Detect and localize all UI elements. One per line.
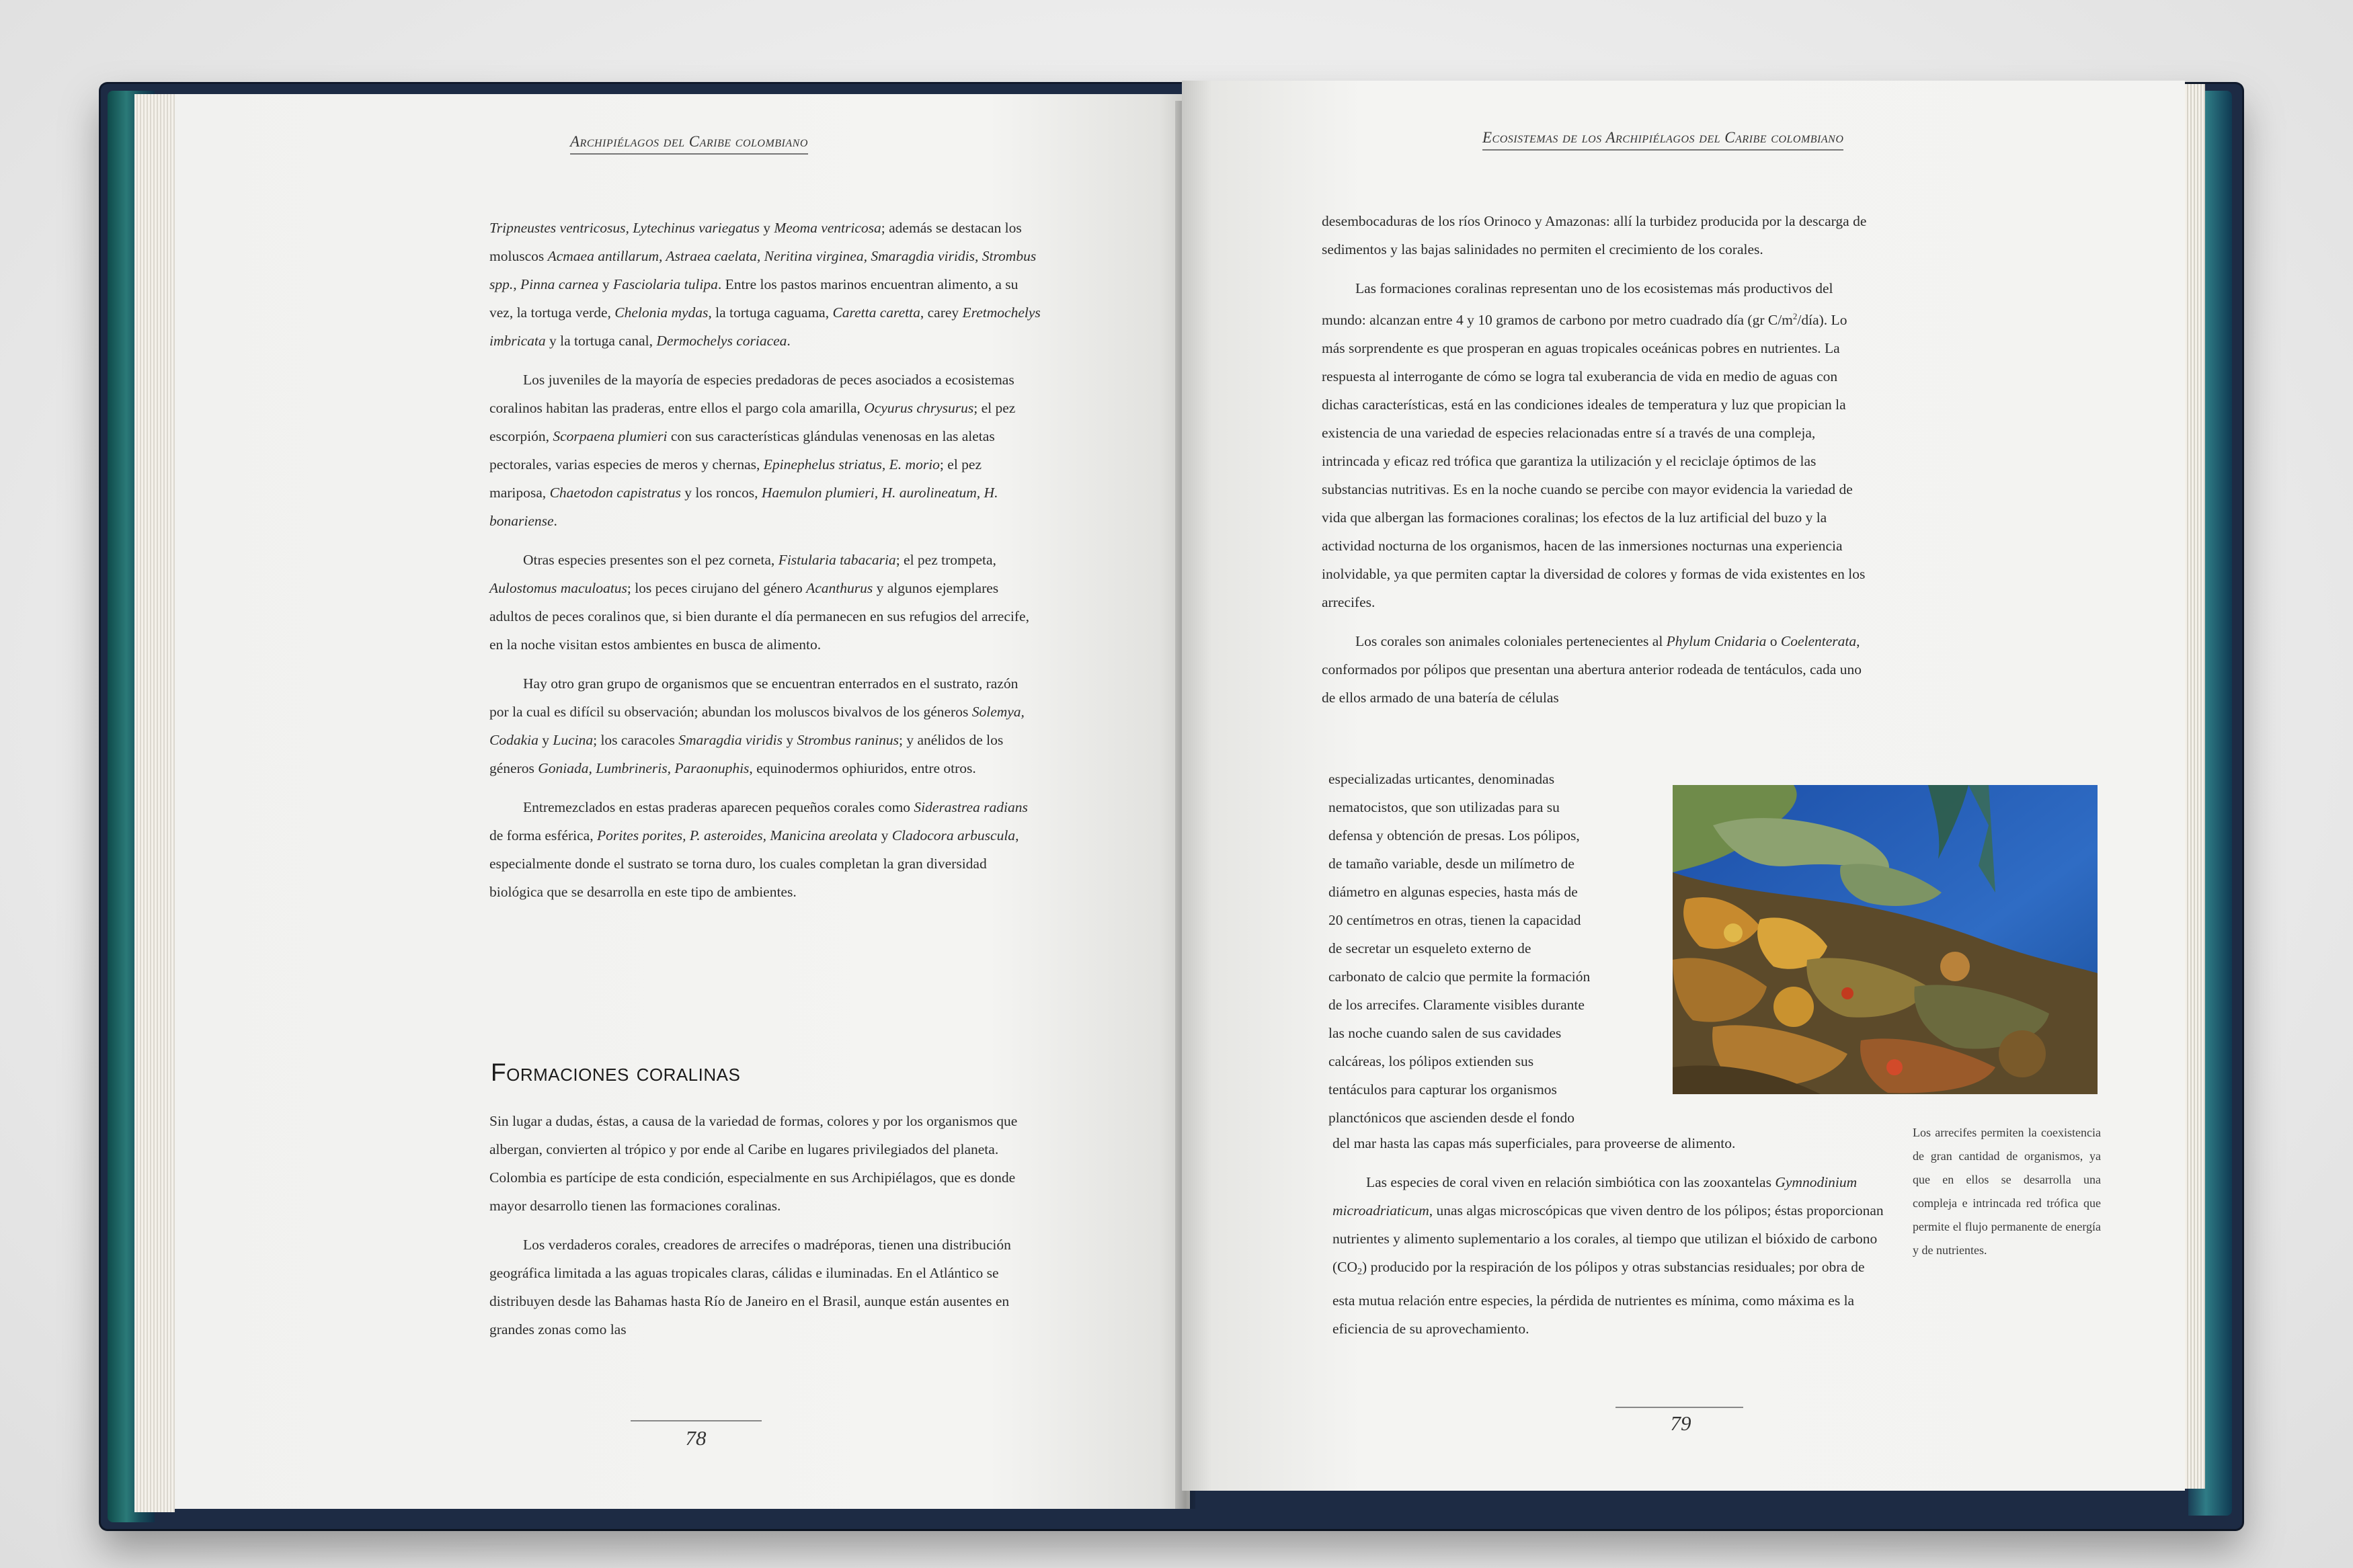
- right-body-text-lower: [1332, 1129, 1890, 1354]
- left-paragraph: Entremezclados en estas praderas aparecen pequeños corales como Siderastrea radians de forma esférica, Porites porites, P. asteroides, Manicina areolata y Cladocora arbuscula, especialmente donde el sustrato se torna duro, los cuales completan la gran diversidad biológica que se desarrolla en este tipo de ambientes.: [489, 799, 1028, 900]
- wrapped-line: defensa y obtención de presas. Los pólipos,: [1328, 827, 1580, 843]
- page-block-left: [134, 94, 175, 1512]
- left-body-text: [489, 214, 1041, 917]
- wrapped-line: diámetro en algunas especies, hasta más de: [1328, 884, 1578, 900]
- wrapped-line: 20 centímetros en otras, tienen la capacidad: [1328, 912, 1581, 928]
- section-body-text: [489, 1107, 1041, 1354]
- photo-caption: Los arrecifes permiten la coexistencia de gran cantidad de organismos, ya que en ellos se desarrolla una compleja e intrincada red trófica que permite el flujo permanente de energía y de nutrientes.: [1913, 1126, 2101, 1257]
- left-paragraph: Tripneustes ventricosus, Lytechinus variegatus y Meoma ventricosa; además se destacan los moluscos Acmaea antillarum, Astraea caelata, Neritina virginea, Smaragdia viridis, Strombus spp., Pinna carnea y Fasciolaria tulipa. Entre los pastos marinos encuentran alimento, a su vez, la tortuga verde, Chelonia mydas, la tortuga caguama, Caretta caretta, carey Eretmochelys imbricata y la tortuga canal, Dermochelys coriacea.: [489, 220, 1041, 349]
- wrapped-line: de tamaño variable, desde un milímetro de: [1328, 856, 1574, 872]
- coral-reef-illustration: [1673, 785, 2098, 1094]
- right-running-head: Ecosistemas de los Archipiélagos del Caribe colombiano: [1482, 129, 1843, 151]
- right-page-number: 79: [1670, 1411, 1691, 1435]
- wrapped-line: calcáreas, los pólipos extienden sus: [1328, 1053, 1534, 1069]
- left-paragraph: Hay otro gran grupo de organismos que se encuentran enterrados en el sustrato, razón por la cual es difícil su observación; abundan los moluscos bivalvos de los géneros Solemya, Codakia y Lucina; los caracoles Smaragdia viridis y Strombus raninus; y anélidos de los géneros Goniada, Lumbrineris, Paraonuphis, equinodermos ophiuridos, entre otros.: [489, 675, 1025, 776]
- left-page-number: 78: [685, 1426, 707, 1450]
- left-paragraph: Otras especies presentes son el pez corneta, Fistularia tabacaria; el pez trompeta, Aulostomus maculoatus; los peces cirujano del género Acanthurus y algunos ejemplares adultos de peces coralinos que, si bien durante el día permanecen en sus refugios del arrecife, en la noche visitan estos ambientes en busca de alimento.: [489, 552, 1029, 653]
- wrapped-line: especializadas urticantes, denominadas: [1328, 771, 1555, 787]
- coral-reef-photo: [1673, 785, 2098, 1094]
- wrapped-line: carbonato de calcio que permite la formación: [1328, 968, 1591, 985]
- right-paragraph: desembocaduras de los ríos Orinoco y Amazonas: allí la turbidez producida por la descarga de sedimentos y las bajas salinidades no permiten el crecimiento de los corales.: [1322, 213, 1867, 257]
- section-paragraph: Sin lugar a dudas, éstas, a causa de la variedad de formas, colores y por los organismos que albergan, convierten al trópico y por ende al Caribe en lugares privilegiados del planeta. Colombia es partícipe de esta condición, especialmente en sus Archipiélagos, que es donde mayor desarrollo tienen las formaciones coralinas.: [489, 1113, 1018, 1214]
- right-paragraph: Los corales son animales coloniales pertenecientes al Phylum Cnidaria o Coelenterata, conformados por pólipos que presentan una abertura anterior rodeada de tentáculos, cada uno de ellos armado de una batería de células: [1322, 633, 1862, 706]
- right-paragraph: Las especies de coral viven en relación simbiótica con las zooxantelas Gymnodinium microadriaticum, unas algas microscópicas que viven dentro de los pólipos; éstas proporcionan nutrientes y alimento suplementario a los corales, al tiempo que utilizan el bióxido de carbono $(CO_2)$ producido por la respiración de los pólipos y otras substancias residuales; por obra de esta mutua relación entre especies, la pérdida de nutrientes es mínima, como máxima es la eficiencia de su aprovechamiento.: [1332, 1174, 1884, 1337]
- section-paragraph: Los verdaderos corales, creadores de arrecifes o madréporas, tienen una distribución geográfica limitada a las aguas tropicales claras, cálidas e iluminadas. En el Atlántico se distribuyen desde las Bahamas hasta Río de Janeiro en el Brasil, aunque están ausentes en grandes zonas como las: [489, 1237, 1011, 1337]
- wrapped-line: las noche cuando salen de sus cavidades: [1328, 1025, 1562, 1041]
- left-running-head: Archipiélagos del Caribe colombiano: [570, 133, 808, 155]
- right-paragraph: Las formaciones coralinas representan uno de los ecosistemas más productivos del mundo: alcanzan entre 4 y 10 gramos de carbono por metro cuadrado día (gr $C/m^2/día$). Lo más sorprendente es que prosperan en aguas tropicales oceánicas pobres en nutrientes. La respuesta al interrogante de cómo se logra tal exuberancia de vida en medio de aguas con dichas características, está en las condiciones ideales de temperatura y luz que propician la existencia de una variedad de especies relacionadas entre sí a través de una compleja, intrincada y eficaz red trófica que garantiza la utilización y el reciclaje óptimos de las substancias nutritivas. Es en la noche cuando se percibe con mayor evidencia la variedad de vida que albergan las formaciones coralinas; los efectos de la luz artificial del buzo y la actividad nocturna de los organismos, hacen de las inmersiones nocturnas una experiencia inolvidable, ya que permiten captar la diversidad de colores y formas de vida existentes en los arrecifes.: [1322, 280, 1866, 610]
- right-wrapped-text: [1328, 765, 1678, 1132]
- section-title: Formaciones coralinas: [491, 1059, 741, 1086]
- wrapped-line: de los arrecifes. Claramente visibles durante: [1328, 997, 1585, 1013]
- closing-line: del mar hasta las capas más superficiales, para proveerse de alimento.: [1332, 1135, 1736, 1151]
- wrapped-line: planctónicos que ascienden desde el fondo: [1328, 1110, 1574, 1126]
- wrapped-line: de secretar un esqueleto externo de: [1328, 940, 1531, 956]
- left-paragraph: Los juveniles de la mayoría de especies predadoras de peces asociados a ecosistemas coralinos habitan las praderas, entre ellos el pargo cola amarilla, Ocyurus chrysurus; el pez escorpión, Scorpaena plumieri con sus características glándulas venenosas en las aletas pectorales, varias especies de meros y chernas, Epinephelus striatus, E. morio; el pez mariposa, Chaetodon capistratus y los roncos, Haemulon plumieri, H. aurolineatum, H. bonariense.: [489, 372, 1016, 529]
- wrapped-line: nematocistos, que son utilizadas para su: [1328, 799, 1560, 815]
- wrapped-line: tentáculos para capturar los organismos: [1328, 1081, 1557, 1098]
- right-body-text: [1322, 207, 1873, 712]
- left-page-rule: [631, 1420, 762, 1421]
- right-page-rule: [1616, 1407, 1743, 1408]
